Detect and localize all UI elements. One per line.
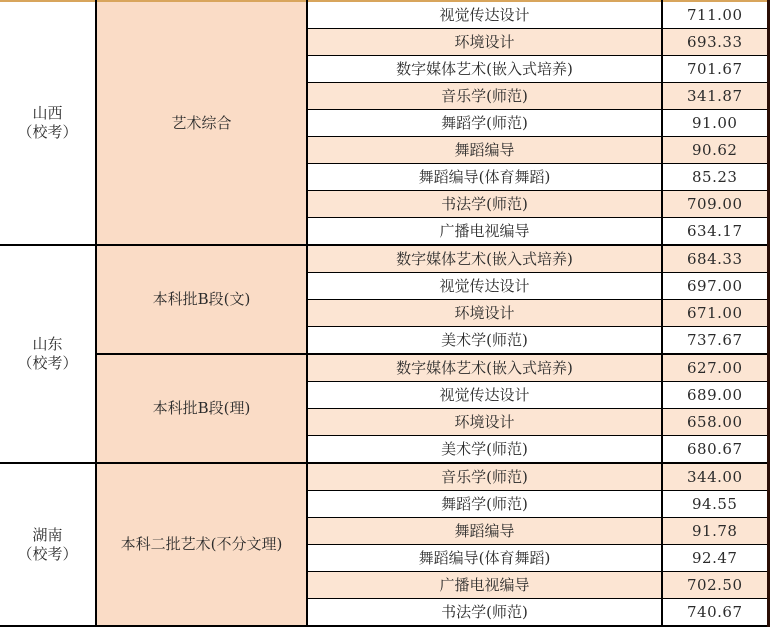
major-cell: 广播电视编导: [307, 218, 662, 246]
province-name: 山西: [32, 104, 63, 123]
score-cell: 693.33: [662, 29, 768, 56]
major-cell: 音乐学(师范): [307, 463, 662, 491]
major-cell: 环境设计: [307, 29, 662, 56]
score-cell: 92.47: [662, 545, 768, 572]
major-cell: 书法学(师范): [307, 599, 662, 627]
score-cell: 671.00: [662, 300, 768, 327]
major-cell: 数字媒体艺术(嵌入式培养): [307, 56, 662, 83]
score-cell: 697.00: [662, 273, 768, 300]
major-cell: 舞蹈编导: [307, 518, 662, 545]
major-cell: 视觉传达设计: [307, 273, 662, 300]
major-cell: 数字媒体艺术(嵌入式培养): [307, 354, 662, 382]
score-cell: 94.55: [662, 491, 768, 518]
score-cell: 634.17: [662, 218, 768, 246]
province-cell-shandong: [0, 245, 96, 463]
score-cell: 711.00: [662, 1, 768, 29]
score-cell: 680.67: [662, 436, 768, 464]
province-name: 山东: [32, 335, 63, 354]
score-cell: 701.67: [662, 56, 768, 83]
score-cell: 85.23: [662, 164, 768, 191]
major-cell: 舞蹈编导(体育舞蹈): [307, 164, 662, 191]
major-cell: 音乐学(师范): [307, 83, 662, 110]
table-row: [0, 463, 768, 491]
province-exam-type: （校考）: [17, 123, 78, 141]
major-cell: 舞蹈编导: [307, 137, 662, 164]
table-row: [0, 354, 768, 382]
province-cell-hunan: [0, 463, 96, 626]
major-cell: 美术学(师范): [307, 327, 662, 355]
major-cell: 舞蹈编导(体育舞蹈): [307, 545, 662, 572]
major-cell: 视觉传达设计: [307, 382, 662, 409]
score-cell: 709.00: [662, 191, 768, 218]
score-cell: 658.00: [662, 409, 768, 436]
score-cell: 90.62: [662, 137, 768, 164]
major-cell: 数字媒体艺术(嵌入式培养): [307, 245, 662, 273]
score-cell: 627.00: [662, 354, 768, 382]
table-row: [0, 245, 768, 273]
province-cell-shanxi: [0, 1, 96, 245]
province-exam-type: （校考）: [17, 544, 78, 563]
score-cell: 689.00: [662, 382, 768, 409]
batch-cell: 艺术综合: [96, 1, 307, 245]
major-cell: 舞蹈学(师范): [307, 491, 662, 518]
batch-cell: 本科二批艺术(不分文理): [96, 463, 307, 626]
score-cell: 737.67: [662, 327, 768, 355]
batch-cell: 本科批B段(理): [96, 354, 307, 463]
score-cell: 344.00: [662, 463, 768, 491]
province-exam-type: （校考）: [17, 354, 78, 372]
province-name: 湖南: [32, 525, 63, 544]
major-cell: 舞蹈学(师范): [307, 110, 662, 137]
major-cell: 环境设计: [307, 409, 662, 436]
score-cell: 341.87: [662, 83, 768, 110]
major-cell: 环境设计: [307, 300, 662, 327]
score-cell: 740.67: [662, 599, 768, 627]
score-cell: 91.00: [662, 110, 768, 137]
batch-cell: 本科批B段(文): [96, 245, 307, 354]
major-cell: 美术学(师范): [307, 436, 662, 464]
major-cell: 广播电视编导: [307, 572, 662, 599]
score-cell: 684.33: [662, 245, 768, 273]
major-cell: 视觉传达设计: [307, 1, 662, 29]
major-cell: 书法学(师范): [307, 191, 662, 218]
score-cell: 91.78: [662, 518, 768, 545]
table-row: [0, 1, 768, 29]
score-cell: 702.50: [662, 572, 768, 599]
